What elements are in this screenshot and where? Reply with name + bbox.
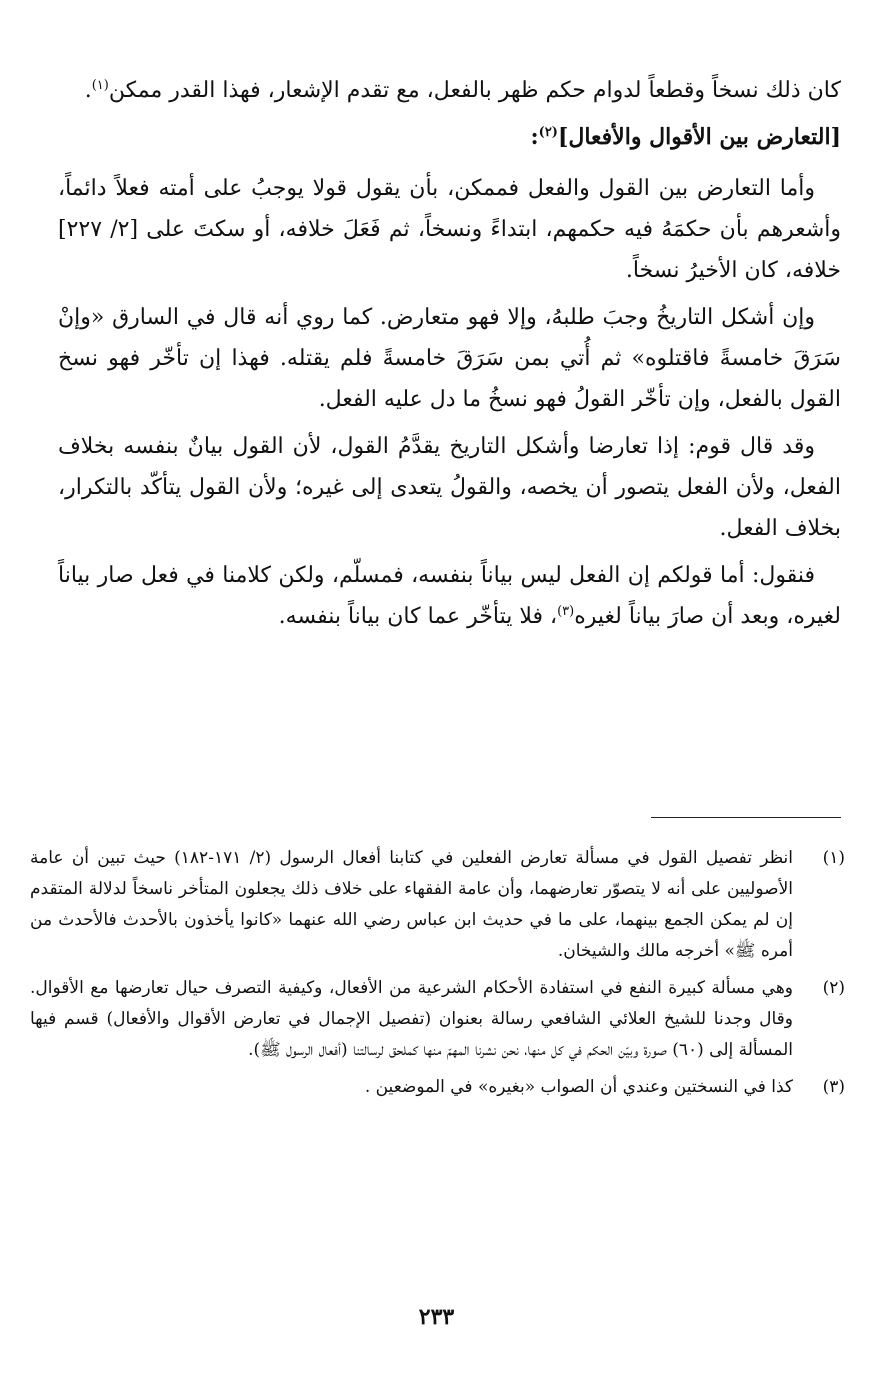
footnote-number-1: (١) [822, 848, 845, 868]
paragraph-2: وأما التعارض بين القول والفعل فممكن، بأن يقول قولا يوجبُ على أمته فعلاً دائماً، وأشعرهم بأن حكمَهُ فيه حكمهم، ابتداءً ونسخاً، ثم فَعَلَ خلافه، أو سكتَ على [٢/ ٢٢٧] خلافه، كان الأخيرُ نسخاً. [58, 176, 842, 283]
paragraph-5 [58, 555, 841, 637]
footnote-ref-3: (٣) [557, 604, 575, 619]
footnote-1 [30, 843, 845, 967]
paragraph-1 [58, 70, 841, 111]
footnote-text-1: انظر تفصيل القول في مسألة تعارض الفعلين في كتابنا أفعال الرسول (٢/ ١٧١-١٨٢) حيث تبين أن عامة الأصوليين على أنه لا يتصوّر تعارضهما، وأن عامة الفقهاء على خلاف ذلك يجعلون المتأخر ناسخاً لدلالة المتقدم إن لم يمكن الجمع بينهما، على ما في حديث ابن عباس رضي الله عنهما «كانوا يأخذون بالأحدث فالأحدث من أمره ﷺ» أخرجه مالك والشيخان. [30, 848, 794, 961]
page-number: ٢٣٣ [418, 1304, 455, 1330]
footnote-3 [30, 1072, 845, 1103]
footnote-2 [30, 973, 845, 1066]
footnote-number-3: (٣) [822, 1077, 845, 1097]
paragraph-4: وقد قال قوم: إذا تعارضا وأشكل التاريخ يقدَّمُ القول، لأن القول بيانٌ بنفسه بخلاف الفعل، ولأن الفعل يتصور أن يخصه، والقولُ يتعدى إلى غيره؛ ولأن القول يتأكّد بالتكرار، بخلاف الفعل. [58, 434, 841, 541]
paragraph-1-end: . [84, 78, 92, 103]
footnotes [30, 843, 845, 1109]
footnote-text-2: وهي مسألة كبيرة النفع في استفادة الأحكام الشرعية من الأفعال، وكيفية التصرف حيال تعارضها مع الأقوال. وقال وجدنا للشيخ العلائي الشافعي رسالة بعنوان (تفصيل الإجمال في تعارض الأقوال والأفعال) قسم فيها المسألة إلى (٦٠) صورة وبيّن الحكم في كل منها، نحن نشرنا المهمّ منها كملحق لرسالتنا (أفعال الرسول ﷺ). [30, 978, 793, 1060]
section-heading-end: : [530, 124, 539, 150]
paragraph-3: وإن أشكل التاريخُ وجبَ طلبهُ، وإلا فهو متعارض. كما روي أنه قال في السارق «وإنْ سَرَقَ خامسةً فاقتلوه» ثم أُتي بمن سَرَقَ خامسةً فلم يقتله. فهذا إن تأخّر فهو نسخ القول بالفعل، وإن تأخّر القولُ فهو نسخُ ما دل عليه الفعل. [58, 305, 841, 412]
paragraph-5-end: ، فلا يتأخّر عما كان بياناً بنفسه. [278, 604, 558, 629]
footnote-text-3: كذا في النسختين وعندي أن الصواب «بغيره» في الموضعين . [364, 1077, 793, 1097]
main-text [58, 70, 841, 643]
footnote-ref-1: (١) [91, 78, 109, 93]
footnote-separator [651, 817, 841, 818]
section-heading [58, 117, 841, 158]
paragraph-1-text: كان ذلك نسخاً وقطعاً لدوام حكم ظهر بالفعل، مع تقدم الإشعار، فهذا القدر ممكن [108, 78, 841, 103]
section-heading-text: [التعارض بين الأقوال والأفعال] [557, 124, 841, 150]
footnote-number-2: (٢) [822, 978, 845, 998]
footnote-ref-2: (٢) [538, 125, 558, 140]
paragraph-5-text: فنقول: أما قولكم إن الفعل ليس بياناً بنفسه، فمسلّم، ولكن كلامنا في فعل صار بياناً لغيره، وبعد أن صارَ بياناً لغيره [58, 563, 841, 629]
